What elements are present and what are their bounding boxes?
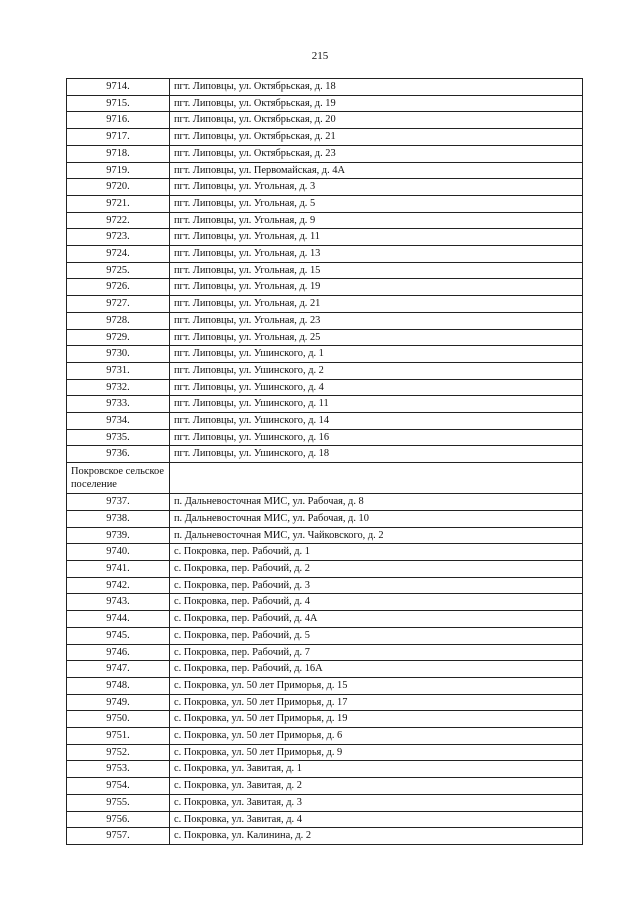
row-number: 9742. [67,577,170,594]
row-number: 9732. [67,379,170,396]
table-row [67,711,583,728]
table-row [67,262,583,279]
row-address: пгт. Липовцы, ул. Ушинского, д. 14 [170,413,583,430]
table-row [67,246,583,263]
row-address: пгт. Липовцы, ул. Ушинского, д. 1 [170,346,583,363]
row-number: 9750. [67,711,170,728]
row-address: пгт. Липовцы, ул. Угольная, д. 21 [170,296,583,313]
row-address: пгт. Липовцы, ул. Угольная, д. 19 [170,279,583,296]
row-address: с. Покровка, ул. Завитая, д. 1 [170,761,583,778]
table-row [67,694,583,711]
row-number: 9725. [67,262,170,279]
row-number: 9714. [67,79,170,96]
table-row [67,527,583,544]
table-row [67,312,583,329]
section-row [67,463,583,494]
row-number: 9719. [67,162,170,179]
row-number: 9739. [67,527,170,544]
row-address: пгт. Липовцы, ул. Угольная, д. 15 [170,262,583,279]
row-number: 9746. [67,644,170,661]
table-row [67,112,583,129]
row-address: пгт. Липовцы, ул. Октябрьская, д. 18 [170,79,583,96]
row-number: 9728. [67,312,170,329]
table-row [67,413,583,430]
section-label: Покровское сельское поселение [67,463,170,494]
row-address: с. Покровка, ул. 50 лет Приморья, д. 15 [170,677,583,694]
row-number: 9740. [67,544,170,561]
row-number: 9741. [67,560,170,577]
table-row [67,594,583,611]
table-row [67,644,583,661]
row-address: с. Покровка, ул. Завитая, д. 3 [170,794,583,811]
row-number: 9731. [67,362,170,379]
row-address: с. Покровка, ул. 50 лет Приморья, д. 9 [170,744,583,761]
table-row [67,229,583,246]
row-address: пгт. Липовцы, ул. Угольная, д. 25 [170,329,583,346]
row-address: с. Покровка, ул. Завитая, д. 4 [170,811,583,828]
row-number: 9730. [67,346,170,363]
row-number: 9716. [67,112,170,129]
table-row [67,510,583,527]
row-number: 9718. [67,145,170,162]
table-row [67,329,583,346]
table-row [67,279,583,296]
row-number: 9743. [67,594,170,611]
row-address: с. Покровка, ул. 50 лет Приморья, д. 6 [170,728,583,745]
row-number: 9749. [67,694,170,711]
table-row [67,611,583,628]
row-address: пгт. Липовцы, ул. Ушинского, д. 2 [170,362,583,379]
row-address: пгт. Липовцы, ул. Угольная, д. 5 [170,195,583,212]
row-address: с. Покровка, пер. Рабочий, д. 4А [170,611,583,628]
table-row [67,577,583,594]
row-address: пгт. Липовцы, ул. Октябрьская, д. 21 [170,129,583,146]
section-empty-cell [170,463,583,494]
row-number: 9717. [67,129,170,146]
table-row [67,429,583,446]
row-address: пгт. Липовцы, ул. Октябрьская, д. 23 [170,145,583,162]
row-number: 9747. [67,661,170,678]
row-address: с. Покровка, пер. Рабочий, д. 2 [170,560,583,577]
table-row [67,346,583,363]
row-number: 9720. [67,179,170,196]
row-number: 9722. [67,212,170,229]
row-address: пгт. Липовцы, ул. Ушинского, д. 18 [170,446,583,463]
row-address: с. Покровка, ул. Калинина, д. 2 [170,828,583,845]
table-row [67,761,583,778]
table-row [67,544,583,561]
row-address: пгт. Липовцы, ул. Угольная, д. 13 [170,246,583,263]
row-address: пгт. Липовцы, ул. Ушинского, д. 16 [170,429,583,446]
address-table-body [67,79,583,845]
table-row [67,828,583,845]
table-row [67,379,583,396]
row-number: 9752. [67,744,170,761]
table-row [67,95,583,112]
row-number: 9755. [67,794,170,811]
row-number: 9727. [67,296,170,313]
address-table [66,78,583,845]
row-address: с. Покровка, пер. Рабочий, д. 3 [170,577,583,594]
row-address: пгт. Липовцы, ул. Ушинского, д. 4 [170,379,583,396]
row-number: 9729. [67,329,170,346]
row-number: 9736. [67,446,170,463]
table-row [67,396,583,413]
row-address: пгт. Липовцы, ул. Октябрьская, д. 20 [170,112,583,129]
row-address: с. Покровка, пер. Рабочий, д. 7 [170,644,583,661]
row-address: пгт. Липовцы, ул. Угольная, д. 23 [170,312,583,329]
row-address: пгт. Липовцы, ул. Первомайская, д. 4А [170,162,583,179]
row-address: с. Покровка, ул. 50 лет Приморья, д. 17 [170,694,583,711]
row-number: 9733. [67,396,170,413]
row-address: с. Покровка, ул. 50 лет Приморья, д. 19 [170,711,583,728]
row-number: 9756. [67,811,170,828]
row-address: п. Дальневосточная МИС, ул. Рабочая, д. 8 [170,494,583,511]
row-address: п. Дальневосточная МИС, ул. Рабочая, д. 10 [170,510,583,527]
row-address: с. Покровка, пер. Рабочий, д. 5 [170,627,583,644]
table-row [67,778,583,795]
table-row [67,296,583,313]
row-number: 9737. [67,494,170,511]
row-address: с. Покровка, пер. Рабочий, д. 1 [170,544,583,561]
table-row [67,195,583,212]
table-row [67,212,583,229]
table-row [67,179,583,196]
row-address: пгт. Липовцы, ул. Угольная, д. 11 [170,229,583,246]
table-row [67,362,583,379]
table-row [67,129,583,146]
row-number: 9751. [67,728,170,745]
table-row [67,560,583,577]
table-row [67,446,583,463]
table-row [67,811,583,828]
row-number: 9735. [67,429,170,446]
row-number: 9723. [67,229,170,246]
row-number: 9724. [67,246,170,263]
row-number: 9748. [67,677,170,694]
row-number: 9738. [67,510,170,527]
table-row [67,79,583,96]
row-address: с. Покровка, пер. Рабочий, д. 16А [170,661,583,678]
table-row [67,162,583,179]
row-address: пгт. Липовцы, ул. Угольная, д. 3 [170,179,583,196]
row-address: пгт. Липовцы, ул. Ушинского, д. 11 [170,396,583,413]
table-row [67,494,583,511]
row-number: 9745. [67,627,170,644]
table-row [67,744,583,761]
row-address: п. Дальневосточная МИС, ул. Чайковского, д. 2 [170,527,583,544]
row-number: 9726. [67,279,170,296]
row-number: 9721. [67,195,170,212]
row-address: с. Покровка, ул. Завитая, д. 2 [170,778,583,795]
table-row [67,677,583,694]
table-row [67,627,583,644]
row-number: 9757. [67,828,170,845]
row-number: 9753. [67,761,170,778]
row-address: пгт. Липовцы, ул. Угольная, д. 9 [170,212,583,229]
row-address: пгт. Липовцы, ул. Октябрьская, д. 19 [170,95,583,112]
table-row [67,728,583,745]
table-row [67,661,583,678]
row-address: с. Покровка, пер. Рабочий, д. 4 [170,594,583,611]
table-row [67,145,583,162]
row-number: 9715. [67,95,170,112]
row-number: 9754. [67,778,170,795]
table-row [67,794,583,811]
row-number: 9734. [67,413,170,430]
row-number: 9744. [67,611,170,628]
page-number: 215 [311,50,329,62]
